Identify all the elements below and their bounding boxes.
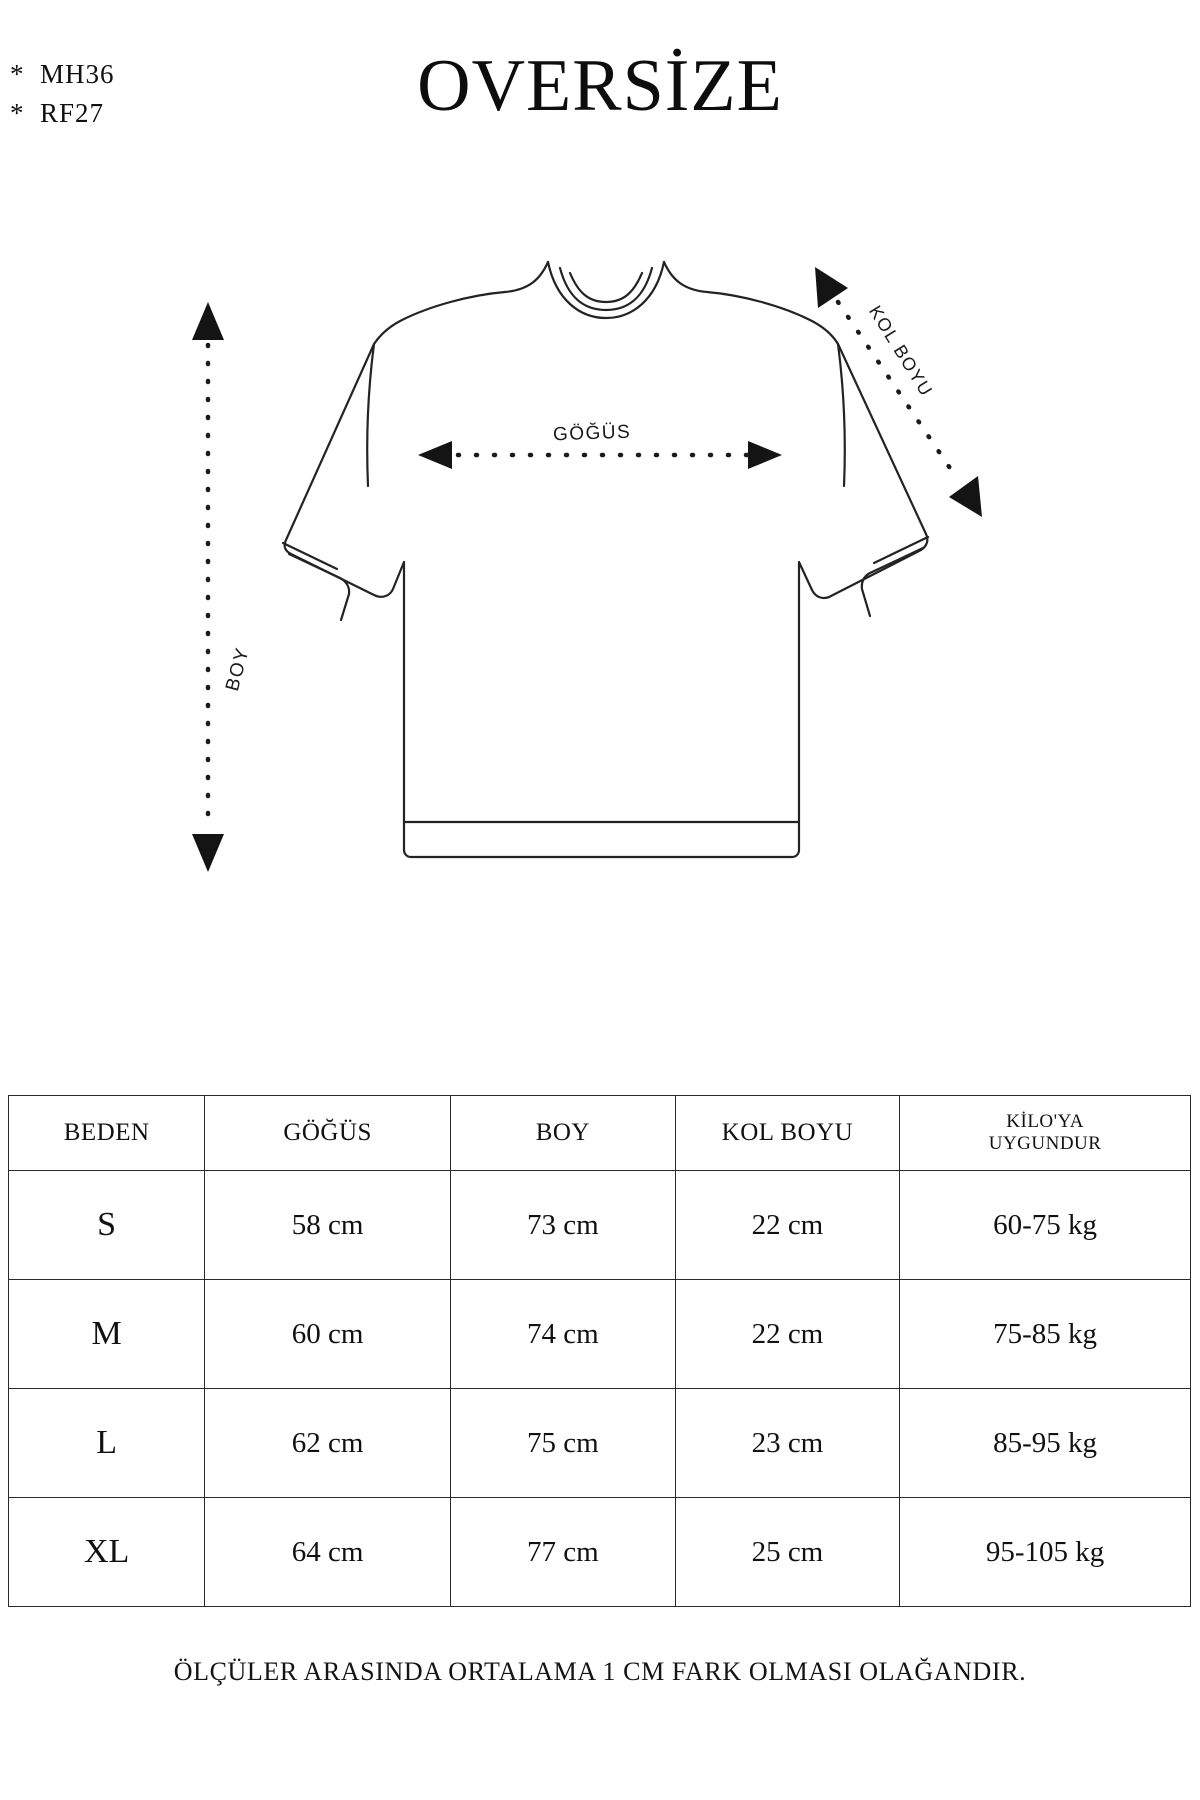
cell-gogus: 62 cm <box>205 1389 451 1498</box>
sleeve-measure-arrow <box>815 267 982 517</box>
header-boy: BOY <box>451 1096 676 1171</box>
sleeve-label: KOL BOYU <box>865 302 937 401</box>
cell-kilo: 60-75 kg <box>900 1171 1191 1280</box>
table-row <box>9 1389 1191 1498</box>
tshirt-outline-icon <box>0 240 1200 940</box>
cell-beden: XL <box>9 1498 205 1607</box>
cell-gogus: 60 cm <box>205 1280 451 1389</box>
cell-kilo: 85-95 kg <box>900 1389 1191 1498</box>
cell-beden: L <box>9 1389 205 1498</box>
length-label: BOY <box>222 644 254 694</box>
page-title: OVERSİZE <box>417 45 783 127</box>
cell-kilo: 75-85 kg <box>900 1280 1191 1389</box>
cell-kol: 23 cm <box>675 1389 900 1498</box>
cell-boy: 77 cm <box>451 1498 676 1607</box>
table-body <box>9 1171 1191 1607</box>
header-kilo-line2: UYGUNDUR <box>988 1133 1102 1154</box>
cell-kol: 22 cm <box>675 1280 900 1389</box>
cell-boy: 75 cm <box>451 1389 676 1498</box>
header-kilo <box>900 1096 1191 1171</box>
table-row <box>9 1280 1191 1389</box>
table-row <box>9 1171 1191 1280</box>
footnote: ÖLÇÜLER ARASINDA ORTALAMA 1 CM FARK OLMASI OLAĞANDIR. <box>173 1657 1027 1686</box>
table-row <box>9 1498 1191 1607</box>
cell-gogus: 64 cm <box>205 1498 451 1607</box>
cell-gogus: 58 cm <box>205 1171 451 1280</box>
table-header-row <box>9 1096 1191 1171</box>
product-code-2: * RF27 <box>10 98 105 129</box>
cell-boy: 73 cm <box>451 1171 676 1280</box>
product-code-1: * MH36 <box>10 59 115 89</box>
header-kilo-line1: KİLO'YA <box>1006 1111 1084 1133</box>
cell-kol: 25 cm <box>675 1498 900 1607</box>
cell-beden: M <box>9 1280 205 1389</box>
header-kol-boyu: KOL BOYU <box>675 1096 900 1171</box>
chest-measure-arrow <box>418 441 782 469</box>
cell-kilo: 95-105 kg <box>900 1498 1191 1607</box>
table-header <box>9 1096 1191 1171</box>
cell-kol: 22 cm <box>675 1171 900 1280</box>
chest-label: GÖĞÜS <box>552 421 632 446</box>
length-measure-arrow <box>192 302 224 872</box>
cell-beden: S <box>9 1171 205 1280</box>
cell-boy: 74 cm <box>451 1280 676 1389</box>
header-beden: BEDEN <box>9 1096 205 1171</box>
size-table <box>8 1095 1191 1607</box>
size-table-wrapper <box>8 1095 1191 1607</box>
header-gogus: GÖĞÜS <box>205 1096 451 1171</box>
tshirt-diagram <box>0 240 1200 940</box>
